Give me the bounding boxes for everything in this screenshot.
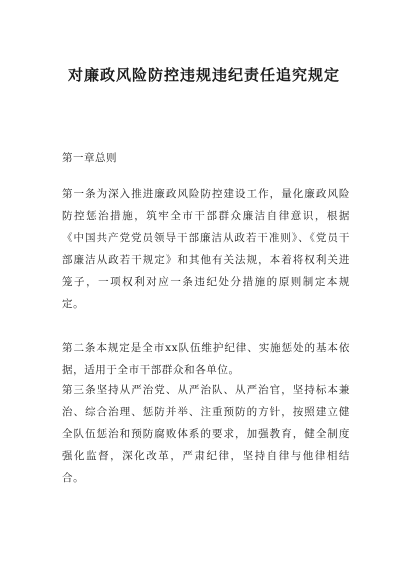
- chapter-heading: 第一章总则: [62, 152, 117, 164]
- document-title: 对廉政风险防控违规违纪责任追究规定: [67, 66, 340, 84]
- paragraph-article-2: 第二条本规定是全市xx队伍维护纪律、实施惩处的基本依据，适用于全市干部群众和各单位。: [62, 342, 350, 376]
- paragraph-article-1: 第一条为深入推进廉政风险防控建设工作，量化廉政风险防控惩治措施，筑牢全市干部群众廉洁自律意识，根据《中国共产党党员领导干部廉洁从政若干准则》、《党员干部廉洁从政若干规定》和其他有关法规，本着将权利关进笼子，一项权利对应一条违纪处分措施的原则制定本规定。: [62, 188, 350, 310]
- paragraph-article-3: 第三条坚持从严治党、从严治队、从严治官，坚持标本兼治、综合治理、惩防并举、注重预防的方针，按照建立健全队伍惩治和预防腐败体系的要求，加强教育，健全制度强化监督，深化改革，严肃纪律，坚持自律与他律相结合。: [62, 384, 350, 484]
